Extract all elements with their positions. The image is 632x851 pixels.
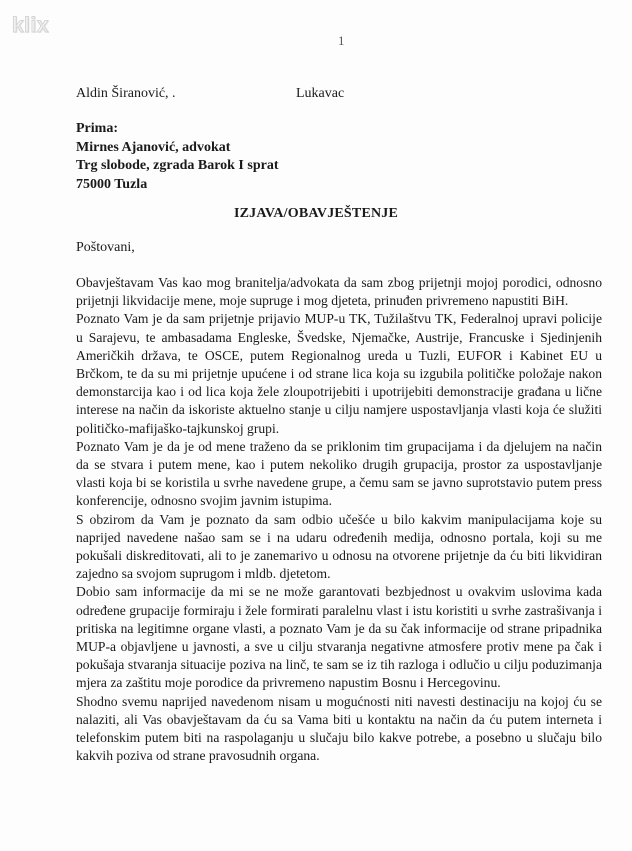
document-title: IZJAVA/OBAVJEŠTENJE [233, 206, 399, 221]
paragraph: Poznato Vam je da je od mene traženo da se priklonim tim grupacijama i da djelujem na način da se stvara i putem mene, kao i putem nekoliko drugih grupacija, prostor za uspostavljanje vlasti koja bi se koristila u svrhe navedene grupe, a čemu sam se javno suprotstavio putem press konferencije, odnosno svojim javnim istupima. [76, 438, 602, 509]
paragraph: Dobio sam informacije da mi se ne može garantovati bezbjednost u ovakvim uslovima kada određene grupacije formiraju i žele formirati paralelnu vlast i istu koristiti u svrhe zastrašivanja i pritiska na legitimne organe vlasti, a poznato Vam je da su čak informacije od strane pripadnika MUP-a objavljene u javnosti, a sve u cilju stvaranja negativne atmosfere protiv mene pa čak i pokušaja stvaranja situacije poziva na linč, te sam se iz tih razloga i odlučio u cilju poduzimanja mjera za zaštitu moje porodice da privremeno napustim Bosnu i Hercegovinu. [76, 584, 602, 691]
salutation: Poštovani, [76, 240, 135, 255]
paragraph: Poznato Vam je da sam prijetnje prijavio MUP-u TK, Tužilaštvu TK, Federalnoj upravi policije u Sarajevu, te ambasadama Engleske, Švedske, Njemačke, Austrije, Francuske i Sjedinjenih Američkih država, te OSCE, putem Regionalnog ureda u Tuzli, EUFOR i Kabinet EU u Brčkom, te da su mi prijetnje upućene i od strane lica koja su izgubila političke položaje nakon demonstarcija kao i od lica koja žele zloupotrijebiti i upotrijebiti demonstracije građana u lične interese na način da iskoriste aktuelno stanje u cilju namjere uspostavljanja vlasti koja će služiti političko-mafijaško-tajkunskoj grupi. [76, 311, 602, 436]
sender-name: Aldin Širanović, . [76, 86, 176, 101]
paragraph: Shodno svemu naprijed navedenom nisam u mogućnosti niti navesti destinaciju na kojoj ću se nalaziti, ali Vas obavještavam da ću sa Vama biti u kontaktu na način da ću putem interneta i telefonskim putem biti na raspolaganju u slučaju bilo kakve potrebe, a posebno u slučaju bilo kakvih poziva od strane pravosudnih organa. [76, 693, 602, 764]
paragraph: S obzirom da Vam je poznato da sam odbio učešće u bilo kakvim manipulacijama koje su naprijed navedene našao sam se i na udaru određenih medija, odnosno portala, koji su me pokušali diskreditovati, ali to je zanemarivo u odnosu na otvorene prijetnje da ću biti likvidiran zajedno sa svojom suprugom i mldb. djetetom. [76, 511, 602, 582]
page-number: 1 [338, 33, 345, 48]
recipient-name: Mirnes Ajanović, advokat [76, 139, 231, 155]
letter-body [76, 274, 602, 765]
klix-watermark-logo: klix [12, 14, 50, 37]
recipient-address: Trg slobode, zgrada Barok I sprat [76, 158, 279, 173]
recipient-block [76, 120, 279, 194]
recipient-label: Prima: [76, 121, 118, 136]
paragraph: Obavještavam Vas kao mog branitelja/advokata da sam zbog prijetnji mojoj porodici, odnosno prijetnji likvidacije mene, moje supruge i mog djeteta, prinuđen privremeno napustiti BiH. [76, 275, 602, 309]
sender-place: Lukavac [296, 86, 345, 101]
recipient-city: 75000 Tuzla [76, 176, 148, 192]
